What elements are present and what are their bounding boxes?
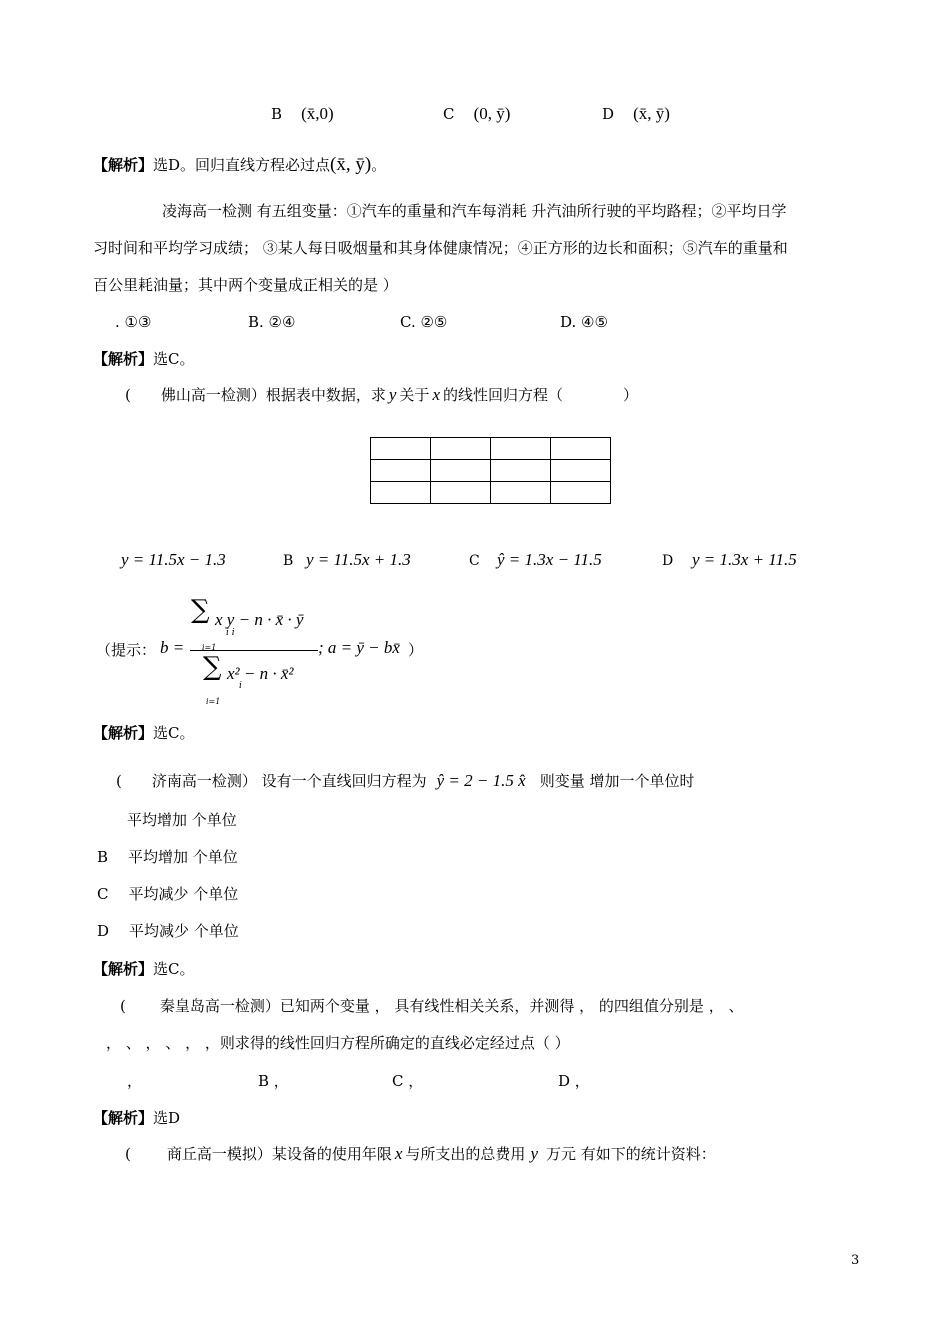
- question-2-option-d: D. ④⑤: [560, 313, 608, 331]
- option-d-top: D (x̄, ȳ): [602, 104, 670, 123]
- question-5-option-a: ，: [127, 1072, 143, 1090]
- hint-close: ）: [408, 641, 424, 659]
- hint-numerator-sub: i i: [226, 628, 235, 638]
- data-table: [370, 437, 611, 504]
- sum-sign-denominator: ∑: [203, 652, 222, 682]
- question-3-option-b-letter: B: [283, 553, 294, 569]
- question-3-option-a: y = 11.5x − 1.3: [121, 550, 226, 569]
- hint-numerator: x y − n · x̄ · ȳ: [215, 610, 304, 629]
- hint-tail: ; a = ȳ − bx̄: [318, 638, 400, 657]
- question-5-line-2: ， 、 ， 、 ， ，则求得的线性回归方程所确定的直线必定经过点（ ）: [106, 1034, 570, 1052]
- hint-denominator-sub: i: [239, 681, 242, 691]
- analysis-3: 【解析】选C。: [93, 724, 195, 742]
- question-4-option-b: B 平均增加 个单位: [97, 848, 238, 866]
- page-number: 3: [851, 1253, 860, 1268]
- sum-sign-numerator: ∑: [191, 595, 210, 625]
- analysis-1: 【解析】选D。回归直线方程必过点(x̄, ȳ)。: [93, 154, 387, 175]
- question-4-option-d: D 平均减少 个单位: [97, 922, 239, 940]
- question-2-line-1: 凌海高一检测 有五组变量：①汽车的重量和汽车每消耗 升汽油所行驶的平均路程；②平均日学: [162, 202, 787, 220]
- hint-numerator-limit: i=1: [202, 643, 217, 652]
- question-5-option-c: C ，: [392, 1072, 424, 1090]
- question-6-stem: ( 商丘高一模拟）某设备的使用年限 x 与所支出的总费用 y 万元 有如下的统计资料：: [125, 1144, 716, 1163]
- question-5-option-d: D ，: [558, 1072, 590, 1090]
- table-row: [371, 460, 611, 482]
- hint-denominator-limit: i=1: [206, 697, 221, 706]
- question-4-option-a: 平均增加 个单位: [127, 811, 237, 829]
- hint-denominator: x² − n · x̄²: [227, 664, 294, 683]
- question-2-option-b: B. ②④: [248, 313, 296, 331]
- option-c-top: C (0, ȳ): [443, 104, 511, 123]
- question-2-option-c: C. ②⑤: [400, 313, 448, 331]
- analysis-4: 【解析】选C。: [93, 960, 195, 978]
- question-3-option-c: ŷ = 1.3x − 11.5: [497, 550, 602, 569]
- question-5-option-b: B ，: [258, 1072, 289, 1090]
- question-3-stem: ( 佛山高一检测）根据表中数据，求 y 关于 x 的线性回归方程（ ）: [125, 385, 639, 404]
- question-3-option-b: y = 11.5x + 1.3: [306, 550, 411, 569]
- question-3-option-d: y = 1.3x + 11.5: [692, 550, 797, 569]
- question-2-line-2: 习时间和平均学习成绩； ③某人每日吸烟量和其身体健康情况；④正方形的边长和面积；⑤汽车的重量和: [93, 239, 788, 257]
- hint-open: （提示：: [96, 641, 157, 659]
- question-2-line-3: 百公里耗油量；其中两个变量成正相关的是 ）: [93, 276, 398, 294]
- table-row: [371, 482, 611, 504]
- question-3-option-c-letter: C: [469, 553, 480, 569]
- fraction-bar: [190, 650, 318, 651]
- analysis-2: 【解析】选C。: [93, 350, 195, 368]
- question-4-stem: ( 济南高一检测） 设有一个直线回归方程为 ŷ = 2 − 1.5 x̂ 则变量 增加一个单位时: [116, 771, 695, 790]
- table-row: [371, 438, 611, 460]
- question-2-option-a: . ①③: [115, 313, 152, 331]
- analysis-5: 【解析】选D: [93, 1109, 181, 1127]
- question-3-option-d-letter: D: [662, 553, 674, 569]
- question-4-option-c: C 平均减少 个单位: [97, 885, 239, 903]
- option-b-top: B (x̄,0): [271, 104, 334, 123]
- hint-b: b =: [160, 638, 185, 657]
- question-5-line-1: ( 秦皇岛高一检测）已知两个变量 ， 具有线性相关关系，并测得 ， 的四组值分别是 ， 、: [120, 997, 744, 1015]
